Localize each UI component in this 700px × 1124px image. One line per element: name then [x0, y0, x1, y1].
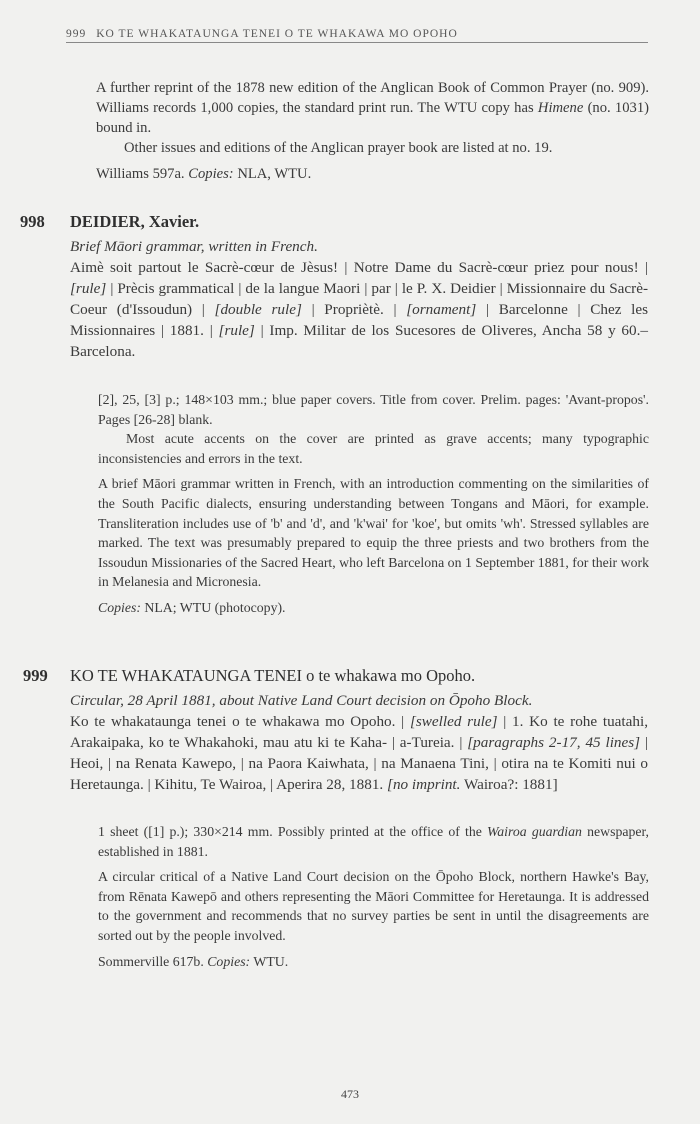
- entry-subtitle-998: Brief Māori grammar, written in French.: [70, 238, 318, 255]
- entry-transcription-998: Brief Māori grammar, written in French. Aimè soit partout le Sacrè-cœur de Jèsus! | Notre Dame du Sacrè-cœur priez pour nous! | [rule] | Prècis grammatical | de la langue Maori | par | le P. X. Deidier | Missionnaire du Sacrè-Coeur (d'Issoudun) | [double rule] | Propriètè. | [ornament] | Barcelonne | Chez les Missionnaires | 1881. | [rule] | Imp. Militar de los Sucesores de Oliveres, Ancha 58 y 60.–Barcelona.: [70, 238, 649, 360]
- prev-para2: Other issues and editions of the Anglican prayer book are listed at no. 19.: [124, 140, 553, 156]
- running-header: [66, 28, 648, 43]
- note-accents-998: Most acute accents on the cover are printed as grave accents; many typographic inconsistencies and errors in the text.: [98, 431, 649, 466]
- prev-entry: [96, 78, 649, 184]
- entry-transcription-999: Circular, 28 April 1881, about Native Land Court decision on Ōpoho Block. Ko te whakataunga tenei o te whakawa mo Opoho. | [swelled rule] | 1. Ko te rohe tuatahi, Arakaipaka, ko te Whakahoki, mau atu ki te Kaha- | a-Tureia. | [paragraphs 2-17, 45 lines] | Heoi, | na Renata Kawepo, | na Paora Kaiwhata, | na Manaena Tini, | otira na te Komiti nui o Heretaunga. | Kihitu, Te Wairoa, | Aperira 28, 1881. [no imprint. Wairoa?: 1881]: [70, 692, 649, 793]
- ref-999: Sommerville 617b. Copies: WTU.: [98, 953, 289, 969]
- entry-heading-999: KO TE WHAKATAUNGA TENEI o te whakawa mo Opoho.: [70, 666, 476, 685]
- entry-number-999: 999: [23, 666, 48, 685]
- entry-notes-999: [98, 822, 649, 971]
- header-title: KO TE WHAKATAUNGA TENEI O TE WHAKAWA MO OPOHO: [96, 28, 458, 40]
- entry-number-998: 998: [20, 212, 45, 231]
- entry-subtitle-999: Circular, 28 April 1881, about Native Land Court decision on Ōpoho Block.: [70, 692, 533, 709]
- description-998: A brief Māori grammar written in French, with an introduction commenting on the similarities of the South Pacific dialects, ensuring understanding between Tongans and Māori, for example. Transliteration includes use of 'b' and 'd', and 'k'wai' for 'koe', but omits 'wh'. Stressed syllables are marked. The text was presumably prepared to equip the three priests and two brothers from the Issoudun Missionaries of the Sacred Heart, who left Barcelona on 1 September 1881, for their work in Melanesia and Micronesia.: [98, 476, 649, 590]
- collation-998: [2], 25, [3] p.; 148×103 mm.; blue paper covers. Title from cover. Prelim. pages: 'Avant-propos'. Pages [26-28] blank.: [98, 392, 649, 427]
- description-999: A circular critical of a Native Land Court decision on the Ōpoho Block, northern Hawke's Bay, from Rēnata Kawepō and others representing the Māori Committee for Heretaunga. It is addressed to the government and recommends that no survey parties be sent in until the disagreements are sorted out by the people involved.: [98, 869, 649, 943]
- page-number: 473: [341, 1087, 359, 1101]
- prev-ref: Williams 597a. Copies: NLA, WTU.: [96, 166, 312, 182]
- entry-heading-998: DEIDIER, Xavier.: [70, 212, 200, 231]
- header-number: 999: [66, 28, 87, 40]
- collation-999: 1 sheet ([1] p.); 330×214 mm. Possibly printed at the office of the Wairoa guardian newspaper, established in 1881.: [98, 824, 649, 859]
- entry-notes-998: [98, 390, 649, 618]
- prev-para1: A further reprint of the 1878 new edition of the Anglican Book of Common Prayer (no. 909). Williams records 1,000 copies, the standard print run. The WTU copy has Himene (no. 1031) bound in.: [96, 80, 649, 136]
- copies-998: Copies: NLA; WTU (photocopy).: [98, 599, 286, 615]
